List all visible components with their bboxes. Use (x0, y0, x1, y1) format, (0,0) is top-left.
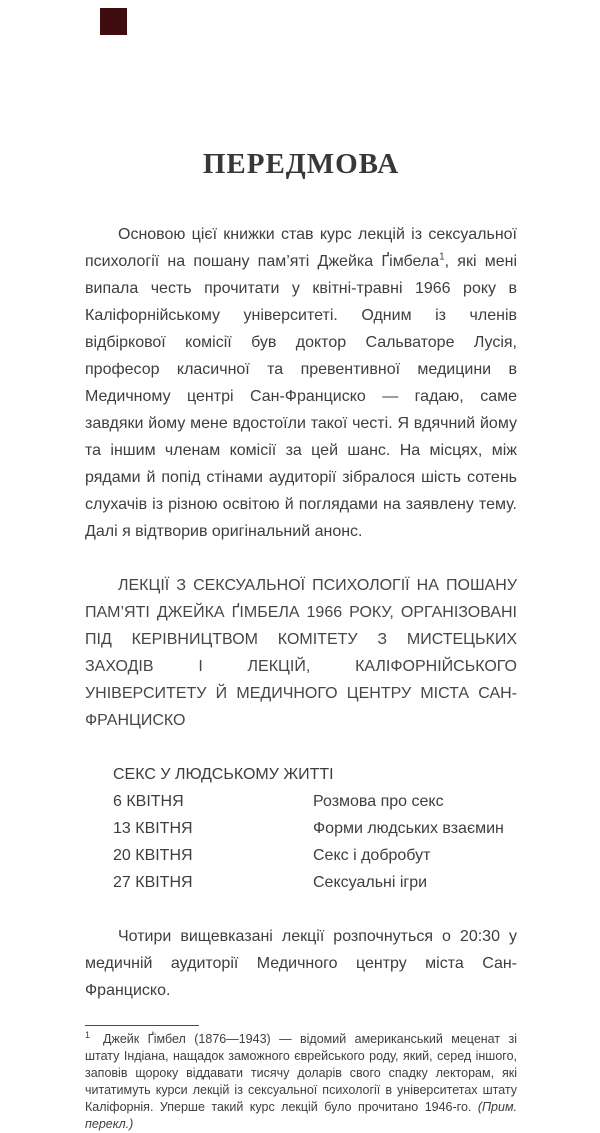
schedule-date: 27 КВІТНЯ (113, 874, 193, 891)
schedule-topic: Сексуальні ігри (313, 874, 428, 891)
page-title: ПЕРЕДМОВА (202, 148, 400, 180)
schedule-row (113, 788, 517, 815)
schedule-date: 6 КВІТНЯ (113, 793, 184, 810)
schedule-row (113, 869, 517, 896)
intro-text-after-ref: , які мені випала честь прочитати у квітні-травні 1966 року в Каліфорнійському університеті. Одним із членів відбіркової комісії був доктор Сальваторе Лусія, професор класичної та превентивної медицини в Медичному центрі Сан-Франциско — гадаю, саме завдяки йому мене вдостоїли такої честі. Я вдячний йому та іншим членам комісії за цей шанс. На місцях, між рядами й попід стінами аудиторії зібралося шість сотень слухачів із різною освітою й поглядами на заявлену тему. Далі я відтворив оригінальний анонс. (85, 253, 518, 540)
footnote-text (85, 1031, 517, 1133)
schedule-topic: Розмова про секс (313, 793, 444, 810)
footnote-block (85, 1025, 517, 1133)
lecture-schedule (113, 761, 517, 896)
intro-text-before-ref: Основою цієї книжки став курс лекцій із сексуальної психології на пошану пам’яті Джейка Ґімбела (85, 226, 517, 270)
corner-marker (100, 8, 127, 35)
intro-paragraph (85, 221, 517, 545)
footnote-number: 1 (85, 1029, 91, 1040)
translator-note: (Прим. перекл.) (85, 1100, 517, 1131)
closing-paragraph: Чотири вищевказані лекції розпочнуться о 20:30 у медичній аудиторії Медичного центру міста Сан-Франциско. (85, 928, 517, 999)
footnote-reference: 1 (439, 251, 445, 263)
footnote-separator (85, 1025, 199, 1026)
schedule-date: 13 КВІТНЯ (113, 820, 193, 837)
footnote-body: Джейк Ґімбел (1876—1943) — відомий американський меценат зі штату Індіана, нащадок заможного єврейського роду, який, серед іншого, заповів щороку віддавати тисячу доларів свого спадку лекторам, які читатимуть курси лекцій із сексуальної психології в університетах штату Каліфорнія. Уперше такий курс лекцій було прочитано 1946-го. (85, 1032, 517, 1114)
schedule-topic: Секс і добробут (313, 847, 431, 864)
schedule-topic: Форми людських взаємин (313, 820, 504, 837)
schedule-row (113, 842, 517, 869)
schedule-date: 20 КВІТНЯ (113, 847, 193, 864)
schedule-title: СЕКС У ЛЮДСЬКОМУ ЖИТТІ (113, 766, 334, 783)
schedule-row (113, 815, 517, 842)
lecture-announcement: ЛЕКЦІЇ З СЕКСУАЛЬНОЇ ПСИХОЛОГІЇ НА ПОШАНУ ПАМ’ЯТІ ДЖЕЙКА ҐІМБЕЛА 1966 РОКУ, ОРГАНІЗОВАНІ ПІД КЕРІВНИЦТВОМ КОМІТЕТУ З МИСТЕЦЬКИХ ЗАХОДІВ І ЛЕКЦІЙ, КАЛІФОРНІЙСЬКОГО УНІВЕРСИТЕТУ Й МЕДИЧНОГО ЦЕНТРУ МІСТА САН-ФРАНЦИСКО (85, 577, 517, 729)
page-content (85, 148, 517, 1133)
